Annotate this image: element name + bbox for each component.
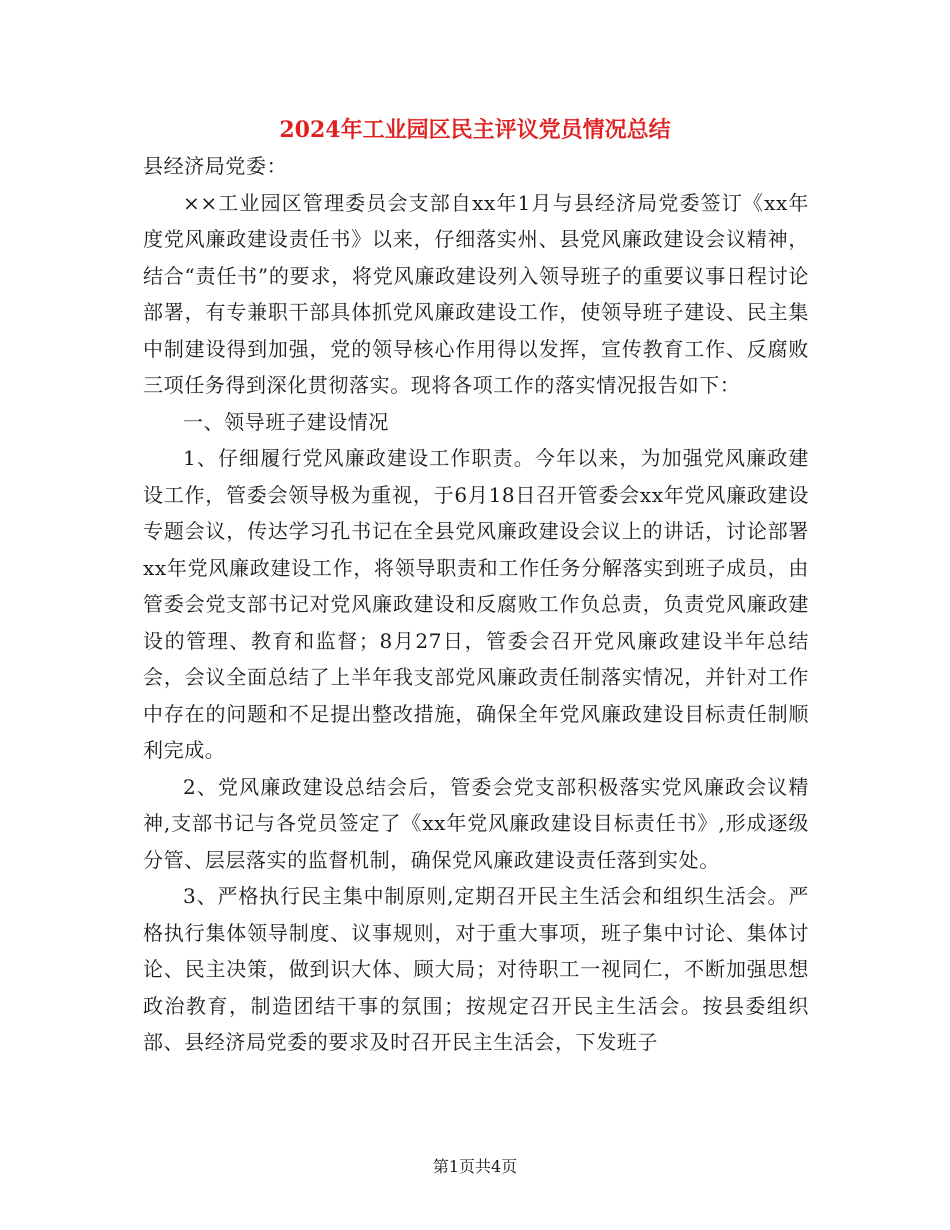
paragraph-item-3: 3、严格执行民主集中制原则,定期召开民主生活会和组织生活会。严格执行集体领导制度、议事规则，对于重大事项，班子集中讨论、集体讨论、民主决策，做到识大体、顾大局；对待职工一视同仁，不断加强思想政治教育，制造团结干事的氛围；按规定召开民主生活会。按县委组织部、县经济局党委的要求及时召开民主生活会，下发班子	[143, 884, 809, 1054]
salutation: 县经济局党委：	[143, 154, 288, 178]
section-heading-leadership: 一、领导班子建设情况	[183, 409, 389, 434]
document-body	[143, 148, 809, 1061]
paragraph-item-1: 1、仔细履行党风廉政建设工作职责。今年以来，为加强党风廉政建设工作，管委会领导极为重视，于6月18日召开管委会xx年党风廉政建设专题会议，传达学习孔书记在全县党风廉政建设会议上的讲话，讨论部署xx年党风廉政建设工作，将领导职责和工作任务分解落实到班子成员，由管委会党支部书记对党风廉政建设和反腐败工作负总责，负责党风廉政建设的管理、教育和监督；8月27日，管委会召开党风廉政建设半年总结会，会议全面总结了上半年我支部党风廉政责任制落实情况，并针对工作中存在的问题和不足提出整改措施，确保全年党风廉政建设目标责任制顺利完成。	[143, 446, 809, 762]
paragraph-item-2: 2、党风廉政建设总结会后，管委会党支部积极落实党风廉政会议精神,支部书记与各党员签定了《xx年党风廉政建设目标责任书》,形成逐级分管、层层落实的监督机制，确保党风廉政建设责任落到实处。	[143, 774, 809, 872]
document-title: 2024年工业园区民主评议党员情况总结	[279, 117, 671, 143]
paragraph-intro: ××工业园区管理委员会支部自xx年1月与县经济局党委签订《xx年度党风廉政建设责任书》以来，仔细落实州、县党风廉政建设会议精神，结合“责任书”的要求，将党风廉政建设列入领导班子的重要议事日程讨论部署，有专兼职干部具体抓党风廉政建设工作，使领导班子建设、民主集中制建设得到加强，党的领导核心作用得以发挥，宣传教育工作、反腐败三项任务得到深化贯彻落实。现将各项工作的落实情况报告如下：	[143, 190, 809, 397]
page-number-footer: 第1页共4页	[432, 1157, 518, 1176]
